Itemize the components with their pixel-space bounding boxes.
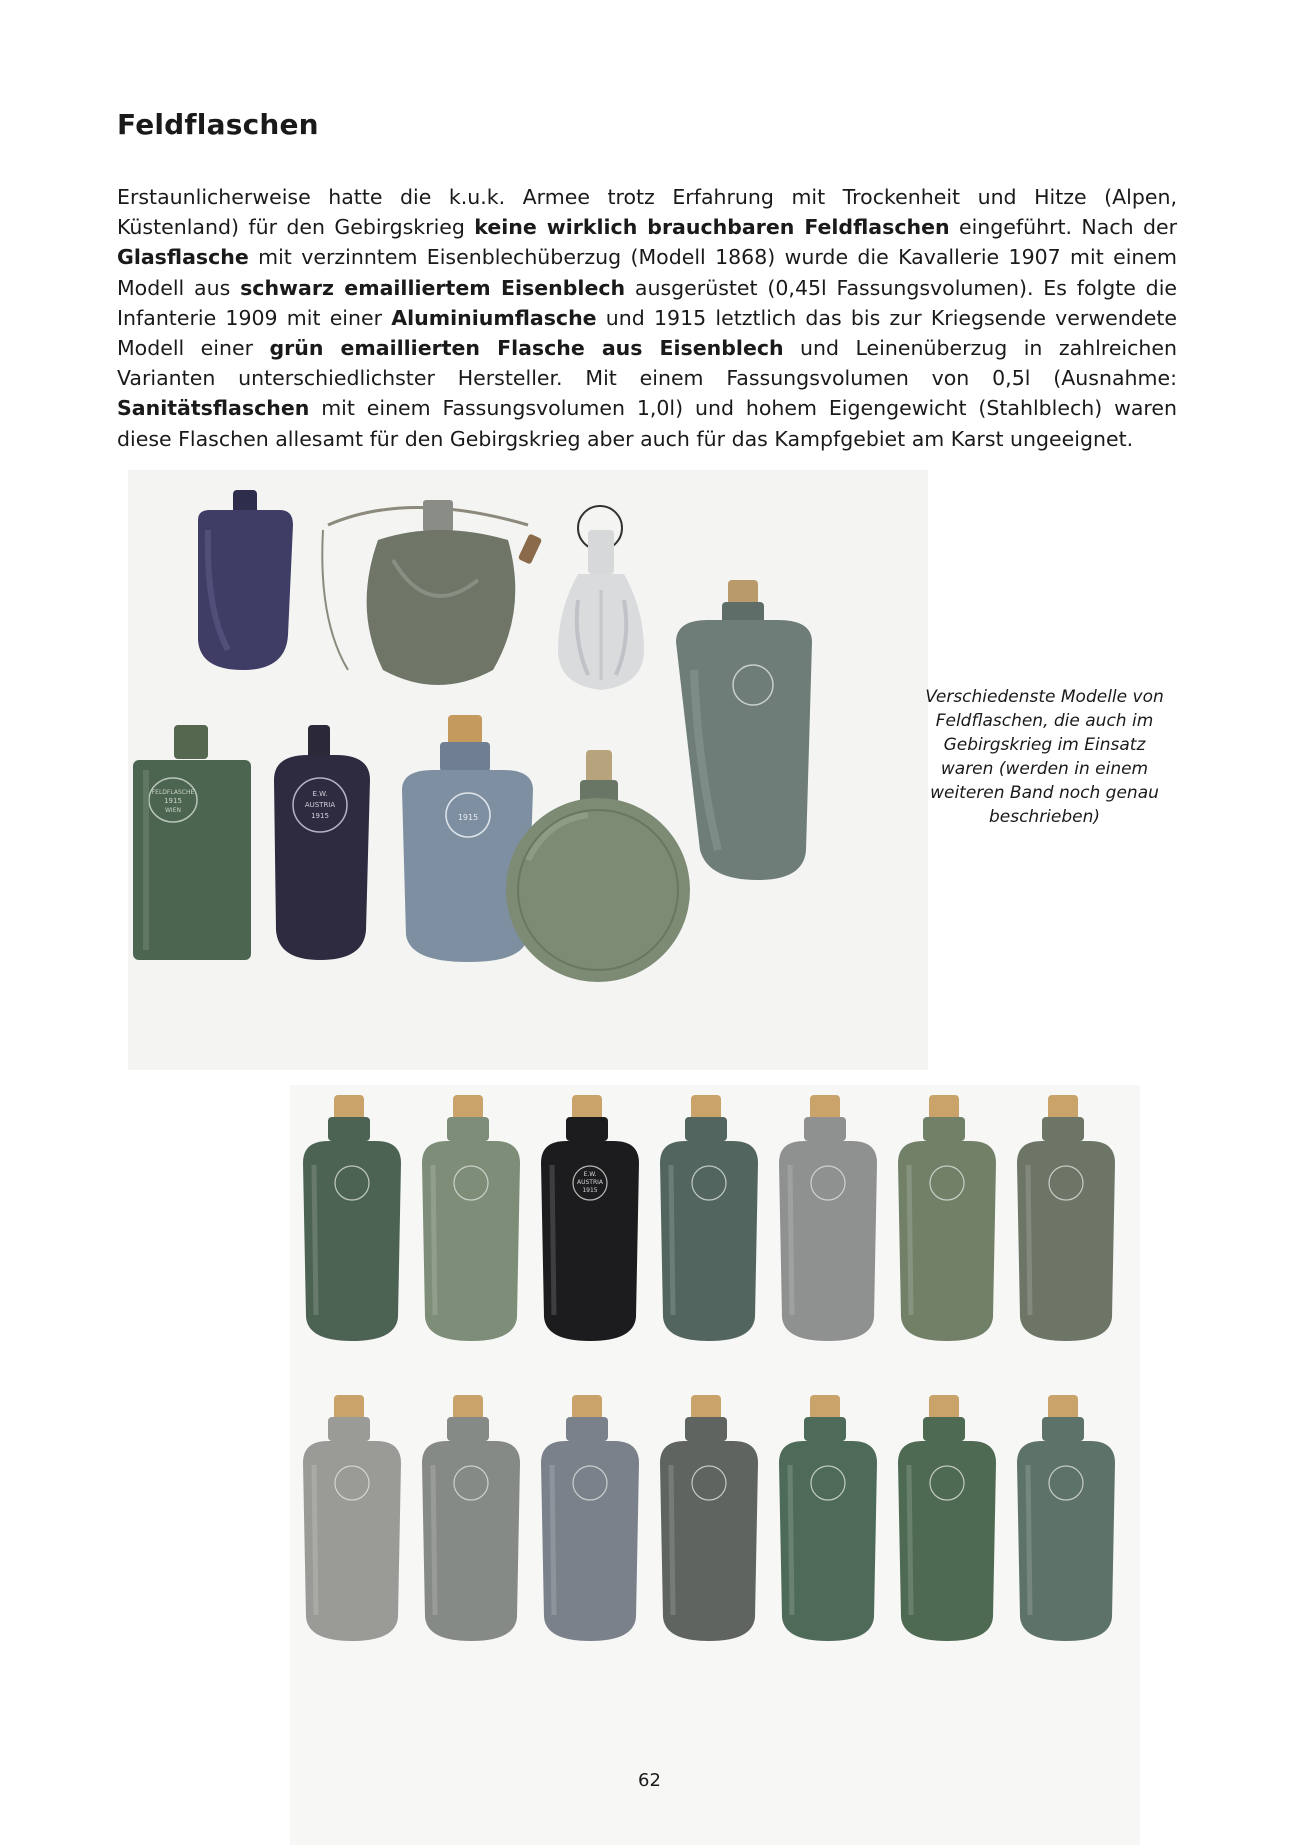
stamp-text: WIEN	[165, 807, 181, 814]
text-run: ausgerüstet (0,45l Fassungsvolumen). Es folgte die Infanterie 1909 mit einer	[117, 275, 1178, 330]
bold-phrase: schwarz emailliertem Eisenblech	[240, 275, 626, 300]
text-run: mit verzinntem Eisenblechüberzug (Modell 1868) wurde die Kavallerie 1907 mit einem Modell aus	[117, 245, 1177, 300]
row2-canteen-1	[303, 1395, 401, 1641]
section-heading: Feldflaschen	[117, 108, 319, 141]
stamp-text: AUSTRIA	[576, 1179, 604, 1186]
row1-canteen-5	[779, 1095, 877, 1341]
bold-phrase: Sanitätsflaschen	[117, 396, 310, 421]
canteen-aluminium	[558, 506, 644, 690]
row2-canteen-2	[422, 1395, 520, 1641]
row1-canteen-1	[303, 1095, 401, 1341]
canteen-olive	[322, 500, 542, 685]
bold-phrase: Glasflasche	[117, 245, 249, 270]
canteen-grey-green	[676, 580, 812, 880]
canteen-photo-top	[128, 470, 928, 1070]
canteen-green	[133, 725, 251, 960]
stamp-text: AUSTRIA	[304, 801, 336, 809]
canteen-round	[506, 750, 690, 982]
stamp-text: FELDFLASCHE	[151, 789, 195, 796]
stamp-text: E.W.	[583, 1171, 597, 1178]
photo-caption: Verschiedenste Modelle von Feldflaschen, die auch im Gebirgskrieg im Einsatz waren (werden in einem weiteren Band noch genau beschrieben)	[925, 687, 1164, 827]
bold-phrase: grün emaillierten Flasche aus Eisenblech	[269, 336, 784, 361]
body-paragraph	[117, 182, 1177, 454]
row2-canteen-4	[660, 1395, 758, 1641]
stamp-text: 1915	[457, 813, 479, 822]
stamp-text: 1915	[582, 1187, 598, 1194]
bold-phrase: keine wirklich brauchbaren Feldflaschen	[474, 215, 950, 240]
text-run: eingeführt. Nach der	[949, 215, 1177, 240]
bold-phrase: Aluminiumflasche	[391, 305, 597, 330]
text-run: Erstaunlicherweise hatte die k.u.k. Armee trotz Erfahrung mit Trockenheit und Hitze (Alpen, Küstenland) für den Gebirgskrieg	[117, 185, 1177, 240]
stamp-text: 1915	[311, 812, 329, 820]
row2-canteen-3	[541, 1395, 639, 1641]
row1-canteen-7	[1017, 1095, 1115, 1341]
canteen-group-illustration	[128, 470, 928, 1070]
row1-canteen-3	[541, 1095, 639, 1341]
text-run: und Leinenüberzug in zahlreichen Varianten unterschiedlichster Hersteller. Mit einem Fassungsvolumen von 0,5l (Ausnahme:	[117, 336, 1178, 391]
row2-canteen-7	[1017, 1395, 1115, 1641]
stamp-text: E.W.	[312, 790, 328, 798]
canteen-photo-bottom	[290, 1085, 1140, 1845]
page-number: 62	[638, 1770, 661, 1791]
row1-canteen-2	[422, 1095, 520, 1341]
text-run: und 1915 letztlich das bis zur Kriegsende verwendete Modell einer	[117, 305, 1177, 361]
text-run: mit einem Fassungsvolumen 1,0l) und hohem Eigengewicht (Stahlblech) waren diese Flaschen allesamt für den Gebirgskrieg aber auch für das Kampfgebiet am Karst ungeeignet.	[117, 396, 1177, 451]
row1-canteen-6	[898, 1095, 996, 1341]
canteen-rows-illustration	[290, 1085, 1140, 1845]
row2-canteen-5	[779, 1395, 877, 1641]
canteen-dark-purple	[274, 725, 370, 960]
stamp-text: 1915	[164, 797, 182, 805]
row2-canteen-6	[898, 1395, 996, 1641]
row1-canteen-4	[660, 1095, 758, 1341]
canteen-navy	[198, 490, 293, 670]
